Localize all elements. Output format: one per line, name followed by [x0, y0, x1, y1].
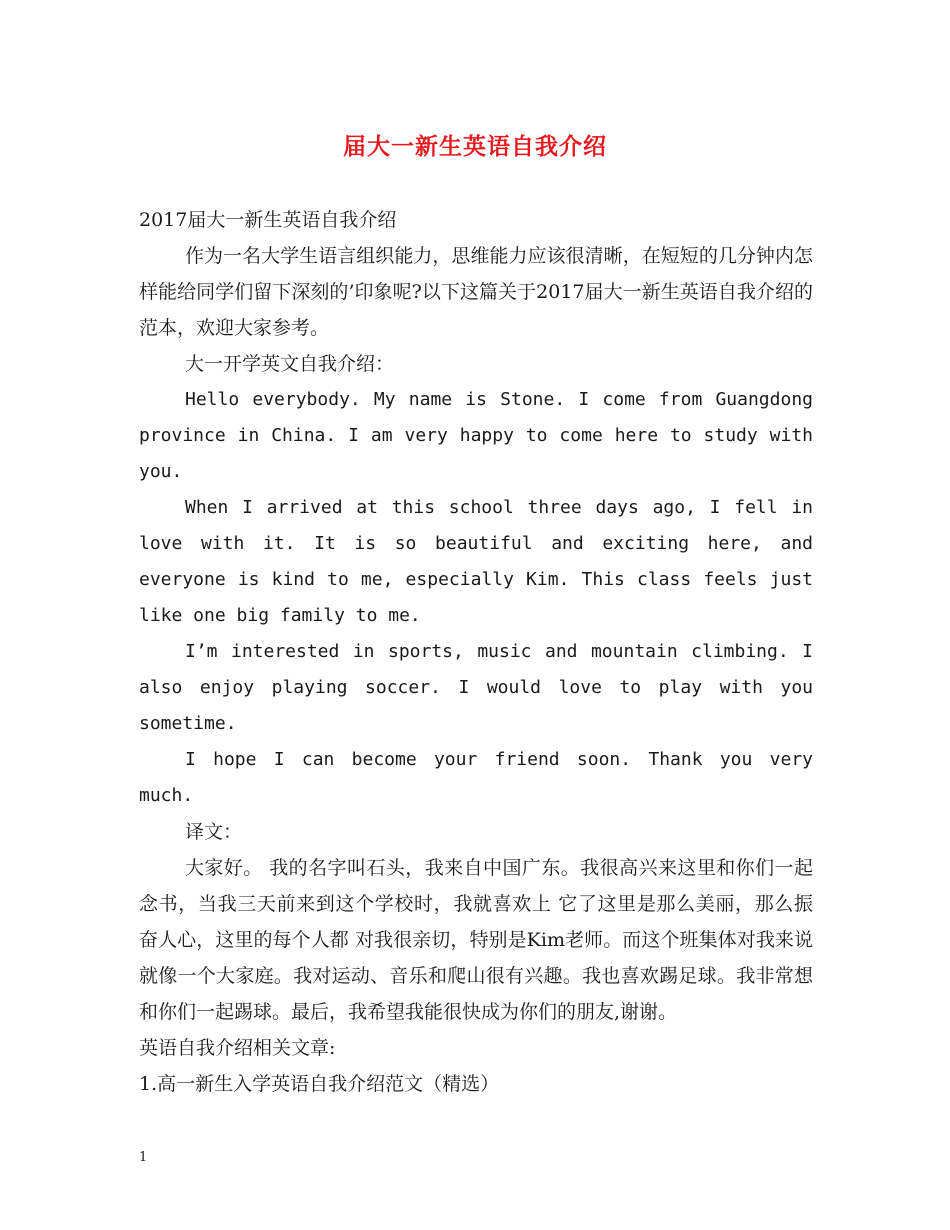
translation-paragraph: 大家好。 我的名字叫石头，我来自中国广东。我很高兴来这里和你们一起念书，当我三天前来到这个学校时，我就喜欢上 它了这里是那么美丽，那么振 奋人心，这里的每个人都 对我很亲切，特别是Kim老师。而这个班集体对我来说就像一个大家庭。我对运动、音乐和爬山很有兴趣。我也喜欢踢足球。我非常想和你们一起踢球。最后，我希望我能很快成为你们的朋友,谢谢。: [139, 857, 813, 1023]
related-article-link[interactable]: 1.高一新生入学英语自我介绍范文（精选）: [139, 1073, 500, 1095]
english-paragraph: I’m interested in sports, music and mountain climbing. I also enjoy playing soccer. I would love to play with you sometime.: [139, 641, 813, 734]
english-paragraph: Hello everybody. My name is Stone. I come from Guangdong province in China. I am very happy to come here to study with you.: [139, 389, 813, 482]
english-paragraph: I hope I can become your friend soon. Thank you very much.: [139, 749, 813, 806]
document-body: [139, 202, 813, 1102]
page-number: 1: [139, 1150, 148, 1165]
section-label: 大一开学英文自我介绍：: [185, 353, 395, 375]
translation-label: 译文：: [185, 821, 243, 843]
english-paragraph: When I arrived at this school three days ago, I fell in love with it. It is so beautiful and exciting here, and everyone is kind to me, especially Kim. This class feels just like one big family to me.: [139, 497, 813, 626]
intro-paragraph: 作为一名大学生语言组织能力，思维能力应该很清晰，在短短的几分钟内怎样能给同学们留下深刻的’印象呢?以下这篇关于2017届大一新生英语自我介绍的范本，欢迎大家参考。: [139, 245, 813, 339]
document-title: 届大一新生英语自我介绍: [343, 133, 607, 160]
document-heading: 2017届大一新生英语自我介绍: [139, 209, 397, 231]
related-articles-label: 英语自我介绍相关文章:: [139, 1037, 336, 1059]
